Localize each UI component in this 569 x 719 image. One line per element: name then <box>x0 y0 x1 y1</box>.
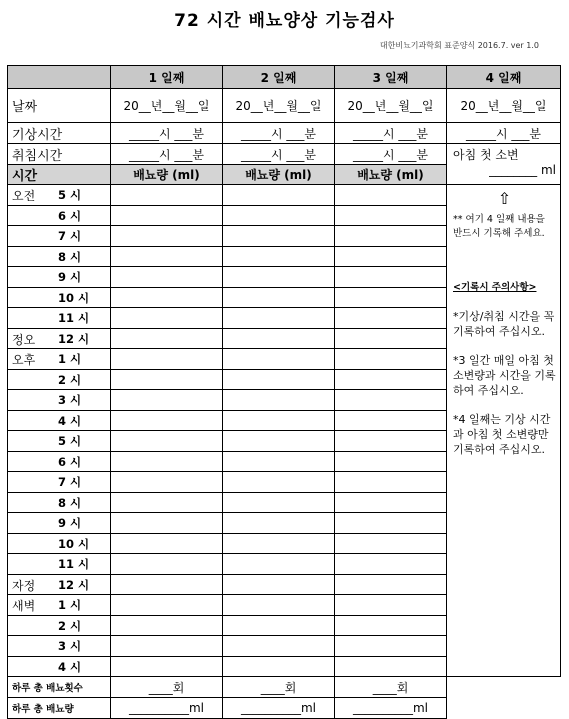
caution-title: <기록시 주의사항> <box>453 282 537 293</box>
volume-field-day3[interactable] <box>335 492 447 513</box>
hour-label: 1 시 <box>58 598 82 612</box>
hour-label: 2 시 <box>58 618 82 633</box>
hour-label-cell <box>8 472 111 493</box>
column-day4: 4 일째 <box>447 66 561 89</box>
volume-field-day1[interactable] <box>111 574 223 595</box>
hour-label-cell <box>8 656 111 677</box>
volume-field-day1[interactable] <box>111 267 223 288</box>
hour-label: 3 시 <box>58 393 82 407</box>
hour-label: 7 시 <box>58 229 82 243</box>
hour-label: 9 시 <box>58 270 82 284</box>
hour-label: 7 시 <box>58 475 82 489</box>
date-label: 날짜 <box>8 89 111 123</box>
volume-field-day2[interactable] <box>223 410 335 431</box>
volume-field-day1[interactable] <box>111 246 223 267</box>
volume-field-day2[interactable] <box>223 472 335 493</box>
volume-field-day3[interactable] <box>335 328 447 349</box>
volume-field-day2[interactable] <box>223 636 335 657</box>
volume-field-day2[interactable] <box>223 595 335 616</box>
hour-label-cell <box>8 328 111 349</box>
volume-field-day1[interactable] <box>111 410 223 431</box>
wake-time-field-day1[interactable]: _____시 ___분 <box>111 123 223 144</box>
volume-field-day3[interactable] <box>335 636 447 657</box>
hour-label-cell <box>8 595 111 616</box>
volume-field-day2[interactable] <box>223 267 335 288</box>
volume-field-day1[interactable] <box>111 287 223 308</box>
morning-void-cell <box>447 144 561 185</box>
morning-void-field[interactable]: ________ ml <box>489 163 556 177</box>
hour-label-cell <box>8 390 111 411</box>
volume-field-day2[interactable] <box>223 513 335 534</box>
volume-field-day3[interactable] <box>335 533 447 554</box>
volume-field-day3[interactable] <box>335 349 447 370</box>
volume-field-day1[interactable] <box>111 431 223 452</box>
void-total-row <box>8 698 561 719</box>
hour-label-cell <box>8 533 111 554</box>
date-row <box>8 89 561 123</box>
void-total-field-day1[interactable]: __________ml <box>111 698 223 719</box>
volume-field-day3[interactable] <box>335 246 447 267</box>
hour-label: 8 시 <box>58 249 82 264</box>
volume-field-day2[interactable] <box>223 533 335 554</box>
volume-field-day3[interactable] <box>335 287 447 308</box>
hour-label-cell <box>8 308 111 329</box>
wake-time-field-day3[interactable]: _____시 ___분 <box>335 123 447 144</box>
volume-field-day3[interactable] <box>335 615 447 636</box>
hour-label-cell <box>8 451 111 472</box>
volume-field-day1[interactable] <box>111 533 223 554</box>
up-arrow-icon: ⇧ <box>497 189 512 208</box>
voiding-diary-table <box>7 65 561 719</box>
volume-field-day2[interactable] <box>223 615 335 636</box>
hour-label: 9 시 <box>58 516 82 530</box>
volume-field-day3[interactable] <box>335 574 447 595</box>
volume-field-day1[interactable] <box>111 328 223 349</box>
hour-rows <box>8 185 561 677</box>
volume-field-day3[interactable] <box>335 369 447 390</box>
volume-field-day1[interactable] <box>111 185 223 206</box>
volume-field-day2[interactable] <box>223 431 335 452</box>
date-field-day2[interactable]: 20__년__월__일 <box>223 89 335 123</box>
volume-field-day3[interactable] <box>335 267 447 288</box>
header-corner <box>8 66 111 89</box>
volume-field-day3[interactable] <box>335 205 447 226</box>
form-title: 72 시간 배뇨양상 기능검사 <box>174 11 395 31</box>
volume-field-day3[interactable] <box>335 554 447 575</box>
hour-label-cell <box>8 349 111 370</box>
volume-field-day1[interactable] <box>111 226 223 247</box>
time-label: 시간 <box>8 165 111 185</box>
void-count-label: 하루 총 배뇨횟수 <box>8 677 111 698</box>
volume-field-day1[interactable] <box>111 349 223 370</box>
sleep-time-field-day2[interactable]: _____시 ___분 <box>223 144 335 165</box>
period-label: 자정 <box>12 578 36 593</box>
hour-label-cell <box>8 431 111 452</box>
volume-field-day1[interactable] <box>111 472 223 493</box>
void-count-row <box>8 677 561 698</box>
hour-label-cell <box>8 513 111 534</box>
volume-field-day3[interactable] <box>335 226 447 247</box>
volume-field-day3[interactable] <box>335 513 447 534</box>
volume-label-day3: 배뇨량 (ml) <box>335 165 447 185</box>
volume-field-day1[interactable] <box>111 595 223 616</box>
volume-field-day1[interactable] <box>111 636 223 657</box>
date-field-day1[interactable]: 20__년__월__일 <box>111 89 223 123</box>
hour-label: 5 시 <box>58 434 82 448</box>
hour-label-cell <box>8 267 111 288</box>
hour-label: 11 시 <box>58 557 90 571</box>
volume-label-day1: 배뇨량 (ml) <box>111 165 223 185</box>
sleep-time-field-day3[interactable]: _____시 ___분 <box>335 144 447 165</box>
date-field-day4[interactable]: 20__년__월__일 <box>447 89 561 123</box>
volume-label-day2: 배뇨량 (ml) <box>223 165 335 185</box>
hour-row <box>8 185 561 206</box>
volume-field-day1[interactable] <box>111 656 223 677</box>
volume-field-day2[interactable] <box>223 308 335 329</box>
sleep-time-field-day1[interactable]: _____시 ___분 <box>111 144 223 165</box>
hour-label: 6 시 <box>58 454 82 469</box>
column-day1: 1 일째 <box>111 66 223 89</box>
hour-label-cell <box>8 554 111 575</box>
form-subtitle: 대한비뇨기과학회 표준양식 2016.7. ver 1.0 <box>379 41 539 50</box>
hour-label: 3 시 <box>58 639 82 653</box>
caution-item-1: *기상/취침 시간을 꼭 기록하여 주십시오. <box>453 310 555 338</box>
volume-field-day3[interactable] <box>335 431 447 452</box>
void-count-field-day3[interactable]: ____회 <box>335 677 447 698</box>
caution-item-3: *4 일째는 기상 시간과 아침 첫 소변량만 기록하여 주십시오. <box>453 413 551 456</box>
hour-label: 5 시 <box>58 188 82 202</box>
hour-label-cell <box>8 615 111 636</box>
volume-field-day3[interactable] <box>335 595 447 616</box>
hour-label-cell <box>8 205 111 226</box>
sleep-time-label: 취침시간 <box>8 144 111 165</box>
volume-field-day1[interactable] <box>111 615 223 636</box>
hour-label: 10 시 <box>58 290 90 305</box>
period-label: 새벽 <box>12 599 36 613</box>
hour-label-cell <box>8 226 111 247</box>
volume-field-day1[interactable] <box>111 390 223 411</box>
hour-label: 11 시 <box>58 311 90 325</box>
hour-label: 12 시 <box>58 577 90 592</box>
hour-label: 6 시 <box>58 208 82 223</box>
volume-field-day1[interactable] <box>111 308 223 329</box>
volume-field-day1[interactable] <box>111 554 223 575</box>
void-total-field-day2[interactable]: __________ml <box>223 698 335 719</box>
hour-label: 4 시 <box>58 659 82 674</box>
hour-label: 2 시 <box>58 372 82 387</box>
column-day2: 2 일째 <box>223 66 335 89</box>
volume-field-day3[interactable] <box>335 390 447 411</box>
instructions-cell <box>447 185 561 677</box>
volume-field-day1[interactable] <box>111 513 223 534</box>
void-count-field-day2[interactable]: ____회 <box>223 677 335 698</box>
volume-field-day2[interactable] <box>223 554 335 575</box>
volume-field-day2[interactable] <box>223 390 335 411</box>
volume-field-day2[interactable] <box>223 656 335 677</box>
hour-label: 10 시 <box>58 536 90 551</box>
volume-field-day2[interactable] <box>223 246 335 267</box>
volume-field-day3[interactable] <box>335 451 447 472</box>
sleep-time-row <box>8 144 561 165</box>
period-label: 정오 <box>12 332 36 347</box>
void-count-field-day1[interactable]: ____회 <box>111 677 223 698</box>
day4-note: ** 여기 4 일째 내용을 반드시 기록해 주세요. <box>453 214 545 239</box>
caution-item-2: *3 일간 매일 아침 첫 소변량과 시간을 기록하여 주십시오. <box>453 354 556 397</box>
period-label: 오전 <box>12 189 36 203</box>
column-day3: 3 일째 <box>335 66 447 89</box>
hour-label-cell <box>8 574 111 595</box>
period-label: 오후 <box>12 353 36 367</box>
table-header-row <box>8 66 561 89</box>
hour-label-cell <box>8 185 111 206</box>
volume-field-day1[interactable] <box>111 205 223 226</box>
wake-time-field-day4[interactable]: _____시 ___분 <box>447 123 561 144</box>
hour-label-cell <box>8 369 111 390</box>
volume-field-day2[interactable] <box>223 349 335 370</box>
volume-field-day1[interactable] <box>111 492 223 513</box>
hour-label-cell <box>8 492 111 513</box>
hour-label-cell <box>8 246 111 267</box>
volume-field-day2[interactable] <box>223 451 335 472</box>
hour-label-cell <box>8 287 111 308</box>
volume-field-day2[interactable] <box>223 369 335 390</box>
hour-label: 4 시 <box>58 413 82 428</box>
volume-field-day2[interactable] <box>223 185 335 206</box>
hour-label: 8 시 <box>58 495 82 510</box>
hour-label-cell <box>8 410 111 431</box>
volume-field-day3[interactable] <box>335 185 447 206</box>
volume-field-day1[interactable] <box>111 451 223 472</box>
wake-time-label: 기상시간 <box>8 123 111 144</box>
volume-field-day3[interactable] <box>335 410 447 431</box>
volume-field-day2[interactable] <box>223 205 335 226</box>
volume-field-day3[interactable] <box>335 308 447 329</box>
void-total-field-day3[interactable]: __________ml <box>335 698 447 719</box>
volume-field-day2[interactable] <box>223 226 335 247</box>
date-field-day3[interactable]: 20__년__월__일 <box>335 89 447 123</box>
volume-field-day2[interactable] <box>223 574 335 595</box>
volume-field-day2[interactable] <box>223 328 335 349</box>
volume-field-day2[interactable] <box>223 287 335 308</box>
wake-time-field-day2[interactable]: _____시 ___분 <box>223 123 335 144</box>
void-total-label: 하루 총 배뇨량 <box>8 698 111 719</box>
volume-field-day1[interactable] <box>111 369 223 390</box>
morning-void-label: 아침 첫 소변 <box>453 148 519 162</box>
volume-field-day3[interactable] <box>335 472 447 493</box>
hour-label-cell <box>8 636 111 657</box>
wake-time-row <box>8 123 561 144</box>
volume-field-day2[interactable] <box>223 492 335 513</box>
hour-label: 12 시 <box>58 331 90 346</box>
volume-field-day3[interactable] <box>335 656 447 677</box>
hour-label: 1 시 <box>58 352 82 366</box>
